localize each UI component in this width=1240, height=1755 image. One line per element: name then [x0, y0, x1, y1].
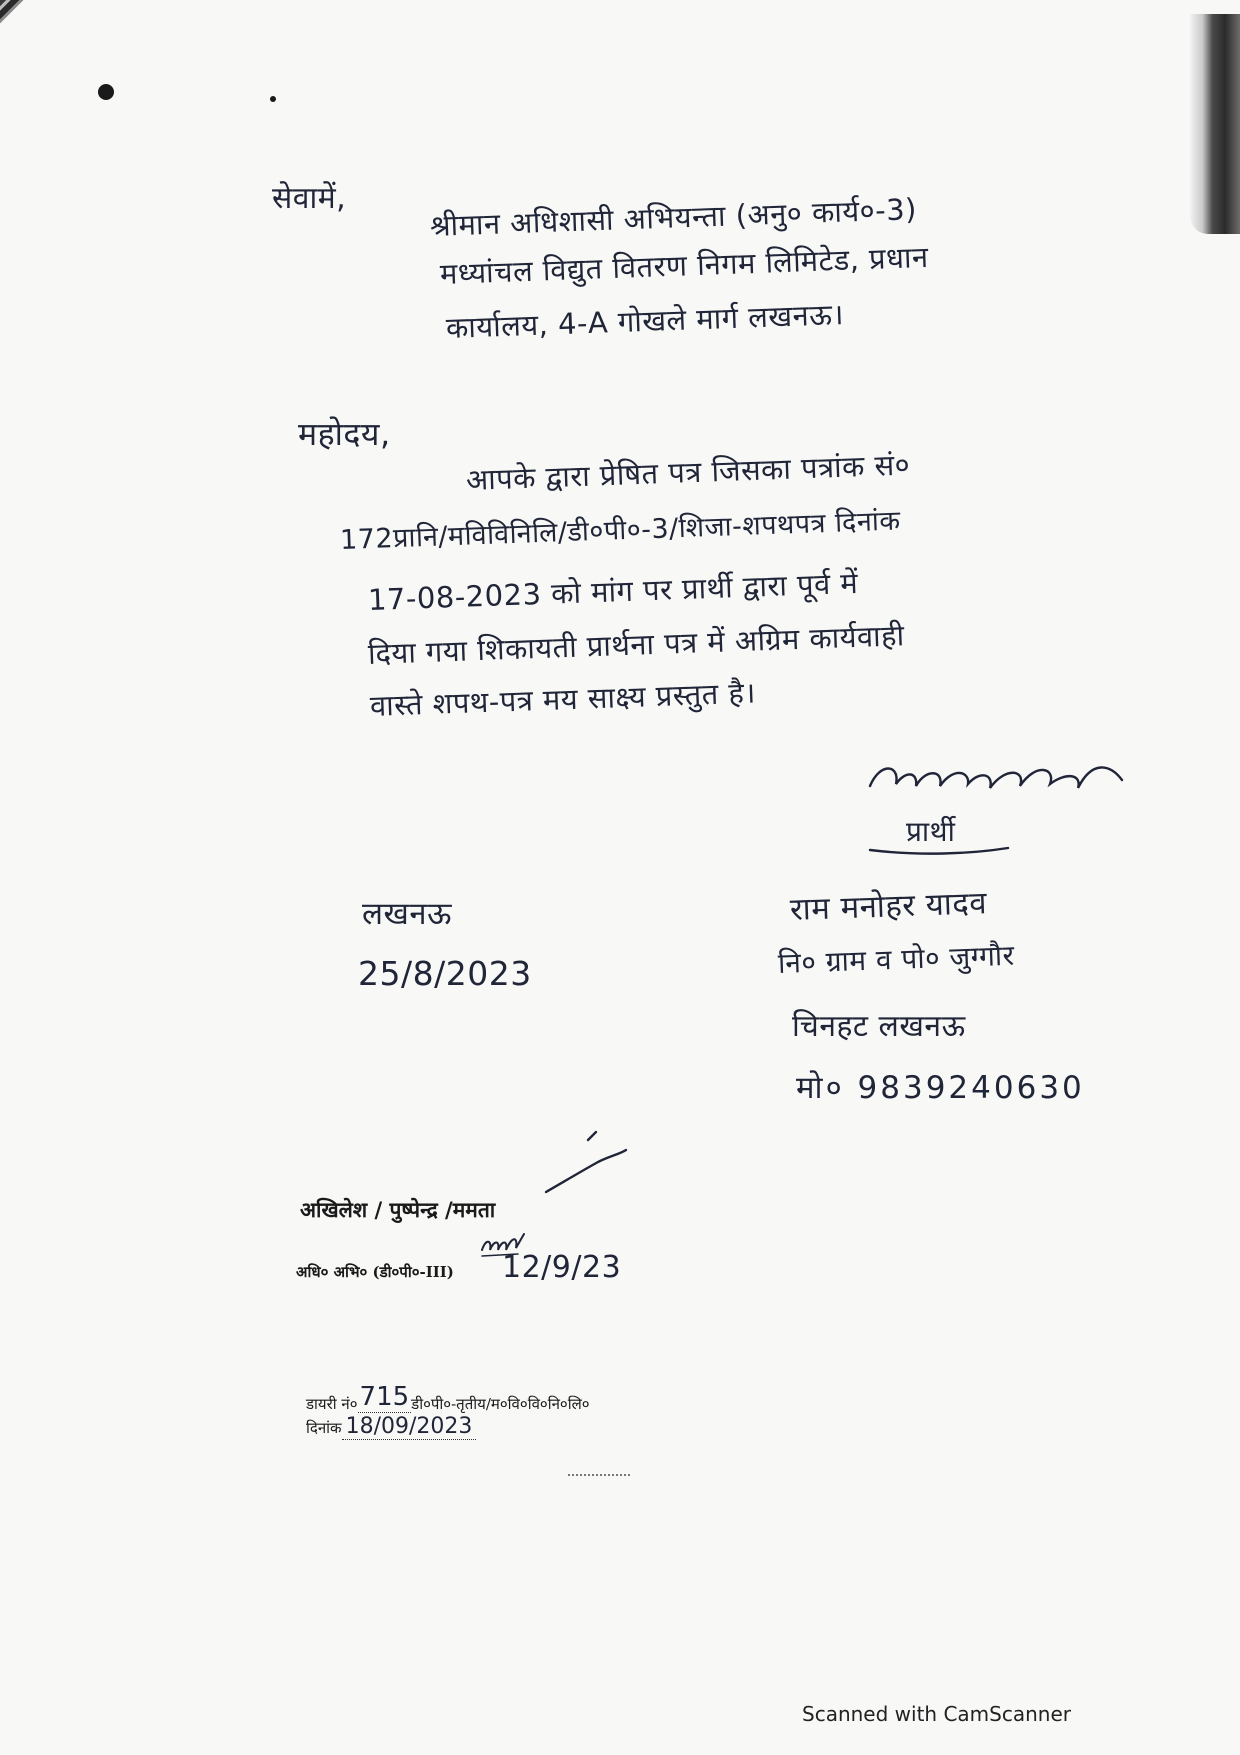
diary-stamp-line-1	[306, 1382, 590, 1414]
diary-stamp-line-2	[306, 1414, 476, 1439]
sender-name: राम मनोहर यादव	[789, 885, 988, 928]
ink-spot	[98, 84, 114, 100]
body-line-4: दिया गया शिकायती प्रार्थना पत्र में अग्रिम कार्यवाही	[367, 618, 906, 671]
diary-number-suffix: डी०पी०-तृतीय/म०वि०वि०नि०लि०	[411, 1395, 590, 1413]
signature-label: प्रार्थी	[906, 815, 956, 848]
letter-date: 25/8/2023	[358, 954, 532, 993]
ink-spot	[270, 96, 276, 102]
greeting: महोदय,	[298, 415, 391, 453]
office-note-names: अखिलेश / पुष्पेन्द्र /ममता	[300, 1197, 496, 1222]
body-line-1: आपके द्वारा प्रेषित पत्र जिसका पत्रांक सं०	[465, 447, 911, 497]
diary-date-value: 18/09/2023	[342, 1414, 477, 1440]
camscanner-watermark: Scanned with CamScanner	[802, 1702, 1071, 1726]
handwritten-signature	[860, 752, 1140, 872]
salutation-to: सेवामें,	[272, 181, 347, 216]
body-line-5: वास्ते शपथ-पत्र मय साक्ष्य प्रस्तुत है।	[369, 675, 757, 723]
place: लखनऊ	[362, 896, 452, 932]
diary-number-label: डायरी नं०	[306, 1395, 358, 1413]
sender-mobile: मो० 9839240630	[796, 1070, 1085, 1106]
diary-date-label: दिनांक	[306, 1419, 342, 1437]
addressee-line-1: श्रीमान अधिशासी अभियन्ता (अनु० कार्य०-3)	[429, 192, 918, 243]
tick-mark	[540, 1126, 630, 1210]
office-note-date: 12/9/23	[502, 1250, 622, 1285]
dotted-mark	[568, 1474, 630, 1476]
addressee-line-2: मध्यांचल विद्युत वितरण निगम लिमिटेड, प्रधान	[439, 239, 930, 291]
addressee-line-3: कार्यालय, 4-A गोखले मार्ग लखनऊ।	[445, 297, 845, 345]
scanner-edge-shadow	[0, 0, 190, 190]
sender-address-1: नि० ग्राम व पो० जुग्गौर	[777, 938, 1016, 980]
body-line-2: 172प्रानि/मविविनिलि/डी०पी०-3/शिजा-शपथपत्र दिनांक	[339, 505, 902, 556]
office-note-designation: अधि० अभि० (डी०पी०-III)	[296, 1263, 454, 1281]
scanner-edge-right	[1190, 14, 1240, 234]
sender-address-2: चिनहट लखनऊ	[792, 1009, 966, 1044]
body-line-3: 17-08-2023 को मांग पर प्रार्थी द्वारा पूर्व में	[367, 565, 859, 617]
diary-number-value: 715	[359, 1382, 410, 1412]
